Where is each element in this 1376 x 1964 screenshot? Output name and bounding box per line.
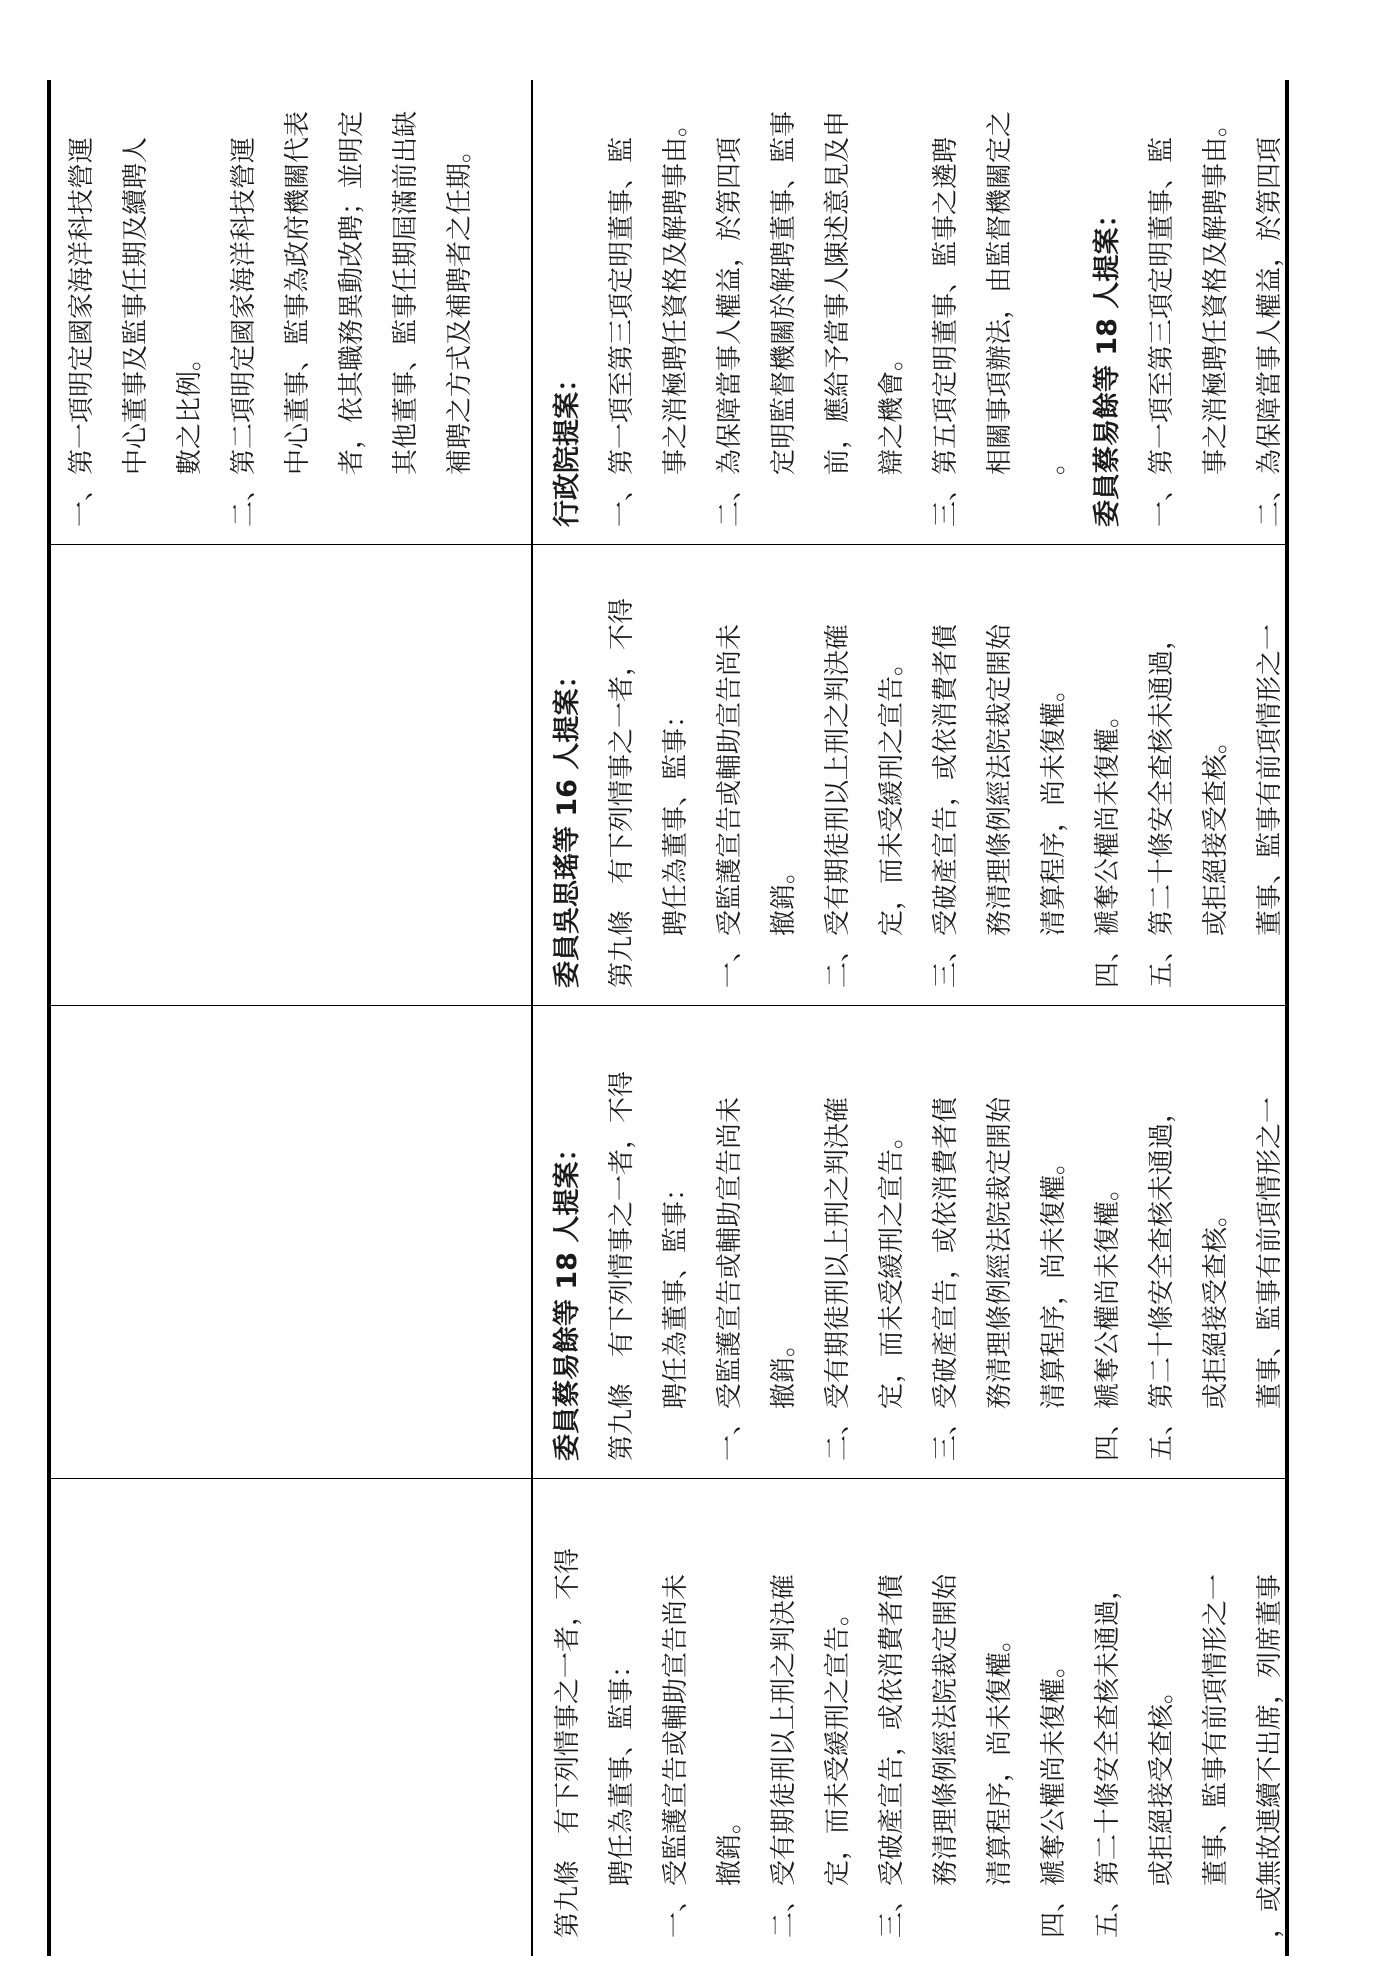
table-bottom-rule bbox=[1285, 80, 1289, 1956]
text-line: 撤銷。 bbox=[769, 857, 799, 936]
proposal-heading: 行政院提案： bbox=[552, 365, 583, 527]
text-line: 聘任為董事、監事： bbox=[661, 701, 691, 936]
text-line: 補聘之方式及補聘者之任期。 bbox=[445, 136, 475, 475]
text-line: 三、受破產宣告，或依消費者債 bbox=[931, 623, 961, 988]
col3-lower-cell bbox=[533, 545, 1285, 1006]
text-line: 或拒絕接受查核。 bbox=[1201, 1200, 1231, 1409]
col2-lower-cell bbox=[533, 1006, 1285, 1479]
text-line: 相關事項辦法，由監督機關定之 bbox=[985, 110, 1015, 475]
text-line: 清算程序，尚未復權。 bbox=[1039, 675, 1069, 936]
proposal-heading: 委員蔡易餘等 18 人提案： bbox=[1092, 200, 1123, 527]
col1-lower-cell bbox=[533, 1479, 1285, 1956]
text-line: 中心董事、監事為政府機關代表 bbox=[283, 110, 313, 475]
text-line: 聘任為董事、監事： bbox=[661, 1174, 691, 1409]
proposal-heading: 委員吳思瑤等 16 人提案： bbox=[552, 661, 583, 988]
text-line: 四、褫奪公權尚未復權。 bbox=[1093, 1174, 1123, 1461]
col1-upper-cell bbox=[47, 1479, 531, 1956]
text-line: 二、為保障當事人權益，於第四項 bbox=[715, 136, 745, 527]
text-line: 定，而未受緩刑之宣告。 bbox=[877, 649, 907, 936]
text-line: 清算程序，尚未復權。 bbox=[985, 1625, 1015, 1886]
text-line: 清算程序，尚未復權。 bbox=[1039, 1148, 1069, 1409]
text-line: 定，而未受緩刑之宣告。 bbox=[877, 1122, 907, 1409]
text-line: 其他董事、監事任期屆滿前出缺 bbox=[391, 110, 421, 475]
text-line: 者，依其職務異動改聘；並明定 bbox=[337, 110, 367, 475]
text-line: 一、第一項至第三項定明董事、監 bbox=[607, 136, 637, 527]
text-line: 二、第二項明定國家海洋科技營運 bbox=[229, 136, 259, 527]
text-line: 聘任為董事、監事： bbox=[607, 1651, 637, 1886]
text-line: 二、受有期徒刑以上刑之判決確 bbox=[769, 1573, 799, 1938]
text-line: 一、第一項明定國家海洋科技營運 bbox=[67, 136, 97, 527]
text-line: 事之消極聘任資格及解聘事由。 bbox=[661, 110, 691, 475]
text-line: 辯之機會。 bbox=[877, 344, 907, 475]
text-line: 二、為保障當事人權益，於第四項 bbox=[1255, 136, 1285, 527]
text-line: ，或無故連續不出席，列席董事 bbox=[1255, 1573, 1285, 1938]
text-line: 第九條 有下列情事之一者，不得 bbox=[607, 597, 637, 988]
col4-upper-cell bbox=[47, 80, 531, 545]
text-line: 二、受有期徒刑以上刑之判決確 bbox=[823, 623, 853, 988]
text-line: 五、第二十條安全查核未通過， bbox=[1147, 1096, 1177, 1461]
text-line: 五、第二十條安全查核未通過， bbox=[1093, 1573, 1123, 1938]
text-line: 董事、監事有前項情形之一 bbox=[1201, 1573, 1231, 1886]
text-line: 中心董事及監事任期及續聘人 bbox=[121, 136, 151, 475]
text-line: 。 bbox=[1039, 448, 1069, 475]
text-line: 務清理條例經法院裁定開始 bbox=[985, 623, 1015, 936]
text-line: 三、第五項定明董事、監事之遴聘 bbox=[931, 136, 961, 527]
text-line: 務清理條例經法院裁定開始 bbox=[931, 1573, 961, 1886]
text-line: 或拒絕接受查核。 bbox=[1201, 727, 1231, 936]
text-line: 三、受破產宣告，或依消費者債 bbox=[931, 1096, 961, 1461]
text-line: 數之比例。 bbox=[175, 344, 205, 475]
text-line: 第九條 有下列情事之一者，不得 bbox=[607, 1070, 637, 1461]
text-line: 務清理條例經法院裁定開始 bbox=[985, 1096, 1015, 1409]
text-line: 定明監督機關於解聘董事、監事 bbox=[769, 110, 799, 475]
text-line: 第九條 有下列情事之一者，不得 bbox=[553, 1547, 583, 1938]
text-line: 一、受監護宣告或輔助宣告尚未 bbox=[715, 623, 745, 988]
text-line: 三、受破產宣告，或依消費者債 bbox=[877, 1573, 907, 1938]
text-line: 董事、監事有前項情形之一 bbox=[1255, 623, 1285, 936]
proposal-heading: 委員蔡易餘等 18 人提案： bbox=[552, 1134, 583, 1461]
col4-lower-cell bbox=[533, 80, 1285, 545]
text-line: 二、受有期徒刑以上刑之判決確 bbox=[823, 1096, 853, 1461]
text-line: 定，而未受緩刑之宣告。 bbox=[823, 1599, 853, 1886]
text-line: 四、褫奪公權尚未復權。 bbox=[1093, 701, 1123, 988]
text-line: 一、受監護宣告或輔助宣告尚未 bbox=[661, 1573, 691, 1938]
text-line: 前，應給予當事人陳述意見及申 bbox=[823, 110, 853, 475]
text-line: 五、第二十條安全查核未通過， bbox=[1147, 623, 1177, 988]
text-line: 一、受監護宣告或輔助宣告尚未 bbox=[715, 1096, 745, 1461]
comparison-table bbox=[47, 80, 1289, 1956]
text-line: 四、褫奪公權尚未復權。 bbox=[1039, 1651, 1069, 1938]
text-line: 或拒絕接受查核。 bbox=[1147, 1677, 1177, 1886]
text-line: 事之消極聘任資格及解聘事由。 bbox=[1201, 110, 1231, 475]
text-line: 撤銷。 bbox=[769, 1330, 799, 1409]
col2-upper-cell bbox=[47, 1006, 531, 1479]
text-line: 董事、監事有前項情形之一 bbox=[1255, 1096, 1285, 1409]
text-line: 一、第一項至第三項定明董事、監 bbox=[1147, 136, 1177, 527]
col3-upper-cell bbox=[47, 545, 531, 1006]
text-line: 撤銷。 bbox=[715, 1807, 745, 1886]
